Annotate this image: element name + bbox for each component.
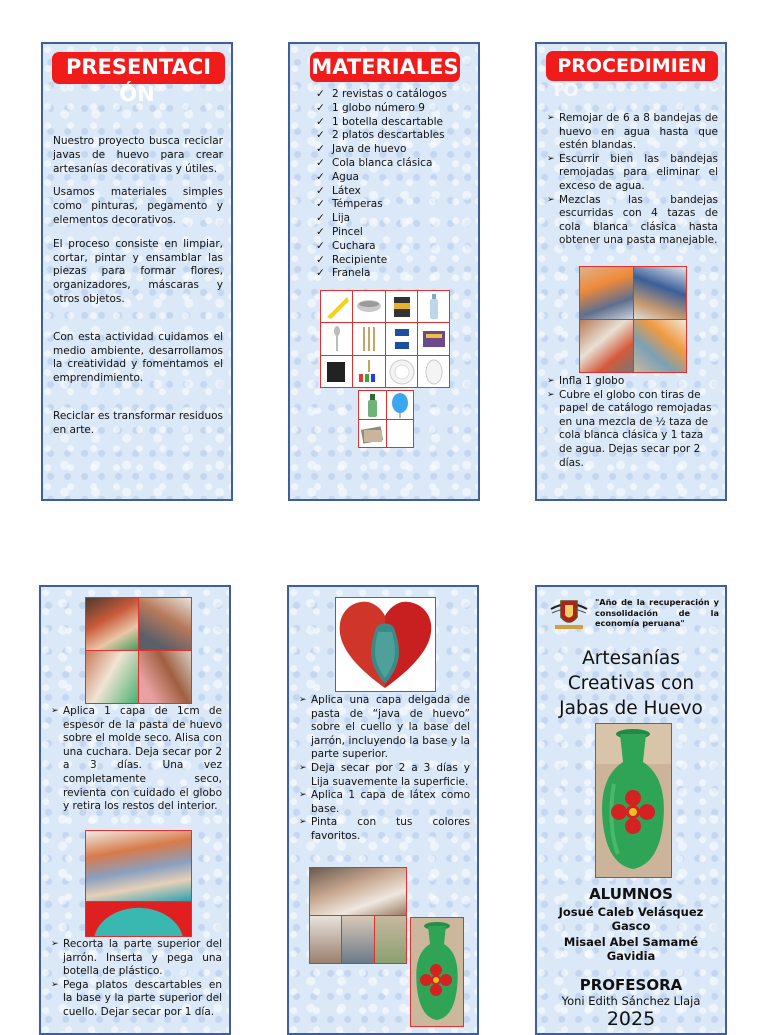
students-photo [139,598,191,650]
procedimiento-title: PROCEDIMIEN [546,51,718,81]
material-item: ✓ Java de huevo [316,143,476,157]
green-vase-photo [595,723,672,878]
panel-finishing [287,585,479,1035]
students-photo [139,651,191,703]
materials-paragraph: Usamos materiales simples como pinturas, pegamento y elementos decorativos. [53,186,223,226]
students-heading: ALUMNOS [589,885,673,903]
panel-cover [535,585,727,1035]
procedure-step: ➢ Remojar de 6 a 8 bandejas de huevo en agua hasta que estén blandas. [547,112,718,153]
balloon-photo [387,391,414,419]
teacher-name: Yoni Edith Sánchez Llaja [561,994,701,1008]
procedure-step: ➢ Aplica una capa delgada de pasta de “java de huevo” sobre el cuello y la base del jarrón, incluyendo la base y la parte superior. [299,694,470,762]
spoon-photo [321,323,352,354]
procedure-steps-a [547,112,718,248]
procedure-step: ➢ Aplica 1 capa de látex como base. [299,789,470,816]
procedure-step: ➢ Cubre el globo con tiras de papel de catálogo remojadas en una mezcla de ½ taza de cola blanca clásica y 1 taza de agua. Dejas secar por 2 días. [547,389,718,471]
students-photo [86,651,138,703]
material-item: ✓ Franela [316,267,476,281]
vase-photo [86,902,191,936]
bowl-photo [353,291,384,322]
material-item: ✓ 1 botella descartable [316,116,476,130]
painting-photo-grid [309,867,407,964]
students-photo [86,598,138,650]
procedure-step: ➢ Recorta la parte superior del jarrón. Inserta y pega una botella de plástico. [51,938,222,979]
presentacion-title-cont: ÓN [119,82,155,106]
green-vase-image [411,918,463,1026]
heart-vase-image [336,598,435,691]
plate-side-photo [418,356,449,387]
procedure-step: ➢ Mezclas las bandejas escurridas con 4 tazas de cola blanca clásica hasta obtener una pasta manejable. [547,194,718,248]
paint-tubes-photo [353,356,384,387]
procedure-step: ➢ Pinta con tus colores favoritos. [299,816,470,843]
intro-paragraph: Nuestro proyecto busca reciclar javas de huevo para crear artesanías decorativas y útiles. [53,135,223,175]
materials-list [316,88,476,281]
procedure-step: ➢ Deja secar por 2 a 3 días y Lija suavemente la superficie. [299,762,470,789]
molding-photo-grid [85,597,192,704]
material-item: ✓ Recipiente [316,254,476,268]
students-photo [86,831,191,901]
panel-presentacion [41,42,233,501]
procedure-steps-b [547,375,718,470]
green-vase-photo-small [410,917,464,1027]
finishing-steps [299,694,470,844]
teacher-heading: PROFESORA [579,976,683,994]
material-item: ✓ Látex [316,185,476,199]
sandpaper-photo [321,356,352,387]
latex-can-photo [386,291,417,322]
panel-materiales [288,42,480,501]
soaking-photo-grid [579,266,687,373]
bottle-photo [418,291,449,322]
student-name: Josué Caleb Velásquez Gasco [558,905,704,933]
sponge-photo [321,291,352,322]
procedure-step: ➢ Infla 1 globo [547,375,718,389]
material-item: ✓ Agua [316,171,476,185]
material-item: ✓ 1 globo número 9 [316,102,476,116]
material-item: ✓ 2 revistas o catálogos [316,88,476,102]
material-item: ✓ Témperas [316,198,476,212]
empty-cell [387,420,414,448]
process-paragraph: El proceso consiste en limpiar, cortar, pintar y ensamblar las piezas para formar flores, organizadores, máscaras y otros objetos. [53,237,223,305]
procedure-steps-d [51,938,222,1020]
materiales-title: MATERIALES [310,52,460,82]
students-photo [375,916,406,963]
green-vase-cover-image [596,724,671,877]
heart-vase-photo [335,597,436,692]
plate-photo [386,356,417,387]
slogan-paragraph: Reciclar es transformar residuos en arte. [53,409,223,436]
students-photo [310,868,406,915]
material-item: ✓ Lija [316,212,476,226]
material-item: ✓ 2 platos descartables [316,129,476,143]
national-motto: "Año de la recuperación y consolidación de la economía peruana" [595,597,719,628]
material-item: ✓ Cola blanca clásica [316,157,476,171]
panel-procedimiento [535,42,727,501]
materials-photo-grid [320,290,450,388]
students-photo [342,916,373,963]
presentacion-title: PRESENTACI [52,52,225,84]
students-photo [310,916,341,963]
school-crest-icon [549,595,589,633]
glue-photo [386,323,417,354]
students-photo [580,320,633,372]
procedure-steps-c [51,705,222,814]
brochure-title: Artesanías Creativas con Jabas de Huevo [559,648,703,719]
bottle-green-photo [359,391,386,419]
presentacion-text [53,135,223,448]
vase-photo-grid [85,830,192,937]
students-photo [580,267,633,319]
materials-photo-grid-2 [358,390,414,448]
procedure-step: ➢ Pega platos descartables en la base y la parte superior del cuello. Dejar secar por 1 día. [51,979,222,1020]
tempera-photo [418,323,449,354]
procedure-step: ➢ Escurrir bien las bandejas remojadas para eliminar el exceso de agua. [547,153,718,194]
year: 2025 [606,1008,656,1030]
procedimiento-title-cont: TO [551,80,579,101]
material-item: ✓ Cuchara [316,240,476,254]
brushes-photo [353,323,384,354]
students-photo [634,320,687,372]
magazines-photo [359,420,386,448]
material-item: ✓ Pincel [316,226,476,240]
procedure-step: ➢ Aplica 1 capa de 1cm de espesor de la pasta de huevo sobre el molde seco. Alisa con una cuchara. Deja secar por 2 a 3 días. Una vez completamente seco, revienta con cuidado el globo y retira los restos del interior. [51,705,222,814]
students-photo [634,267,687,319]
environment-paragraph: Con esta actividad cuidamos el medio ambiente, desarrollamos la creatividad y fomentamos el emprendimiento. [53,330,223,385]
student-name: Misael Abel Samamé Gavidia [563,935,699,963]
panel-procedure-continued [39,585,231,1035]
